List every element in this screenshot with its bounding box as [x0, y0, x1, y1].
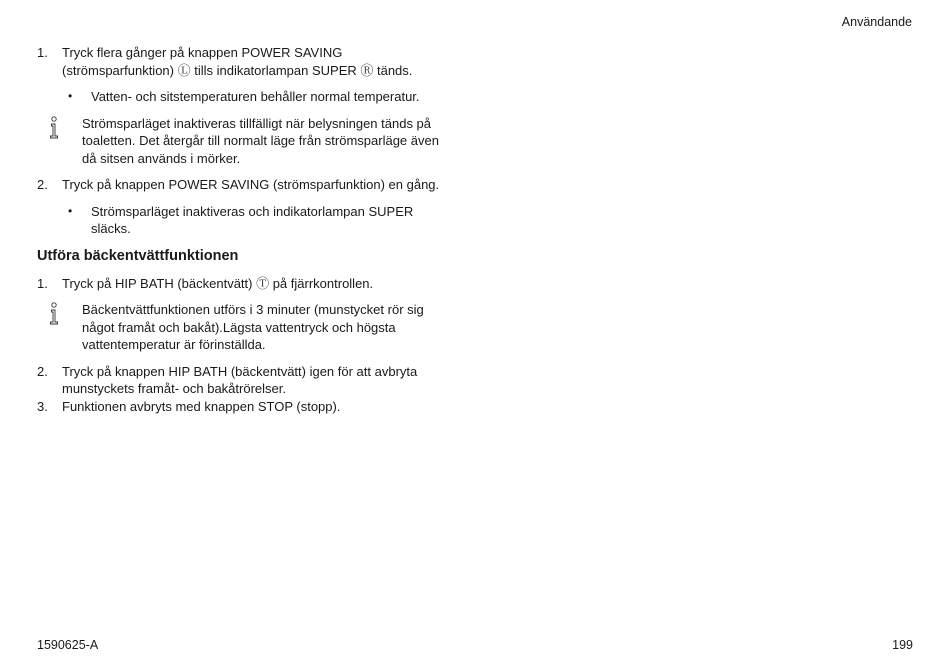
- bullet-item: [37, 88, 447, 106]
- step-item: [37, 44, 447, 79]
- instructions-column: [37, 44, 447, 424]
- step-text: Tryck på HIP BATH (bäckentvätt) Ⓣ på fjärrkontrollen.: [62, 275, 374, 291]
- step-number: 1.: [37, 45, 48, 60]
- document-id: 1590625-A: [37, 638, 99, 652]
- info-icon: [49, 116, 59, 140]
- step-item: [37, 363, 447, 398]
- page-number: 199: [892, 638, 913, 652]
- step-text: Tryck flera gånger på knappen POWER SAVING (strömsparfunktion) Ⓛ tills indikatorlampan SUPER Ⓡ tänds.: [62, 45, 413, 78]
- step-number: 1.: [37, 275, 48, 291]
- step-text: Funktionen avbryts med knappen STOP (stopp).: [62, 398, 341, 414]
- step-text: Tryck på knappen HIP BATH (bäckentvätt) igen för att avbryta munstyckets framåt- och bakåtrörelser.: [62, 363, 418, 396]
- bullet-text: Vatten- och sitstemperaturen behåller normal temperatur.: [91, 89, 420, 104]
- step-number: 3.: [37, 398, 48, 414]
- info-note: [37, 115, 447, 168]
- bullet-icon: •: [68, 89, 73, 103]
- step-number: 2.: [37, 363, 48, 379]
- section-heading: Utföra bäckentvättfunktionen: [37, 247, 239, 264]
- bullet-text: Strömsparläget inaktiveras och indikatorlampan SUPER släcks.: [91, 203, 414, 236]
- bullet-icon: •: [68, 203, 73, 218]
- step-text: Tryck på knappen POWER SAVING (strömsparfunktion) en gång.: [62, 177, 440, 192]
- running-header: Användande: [841, 15, 912, 29]
- note-text: Bäckentvättfunktionen utförs i 3 minuter (munstycket rör sig något framåt och bakåt).Lägsta vattentryck och högsta vattentemperatur är förinställda.: [82, 302, 424, 352]
- info-icon: [49, 302, 59, 326]
- step-number: 2.: [37, 177, 48, 192]
- step-item: [37, 398, 447, 416]
- step-item: [37, 176, 447, 194]
- bullet-item: [37, 203, 447, 238]
- note-text: Strömsparläget inaktiveras tillfälligt när belysningen tänds på toaletten. Det återgår till normalt läge från strömsparläge även då sitsen används i mörker.: [82, 115, 439, 166]
- step-item: [37, 275, 447, 293]
- info-note: [37, 301, 447, 354]
